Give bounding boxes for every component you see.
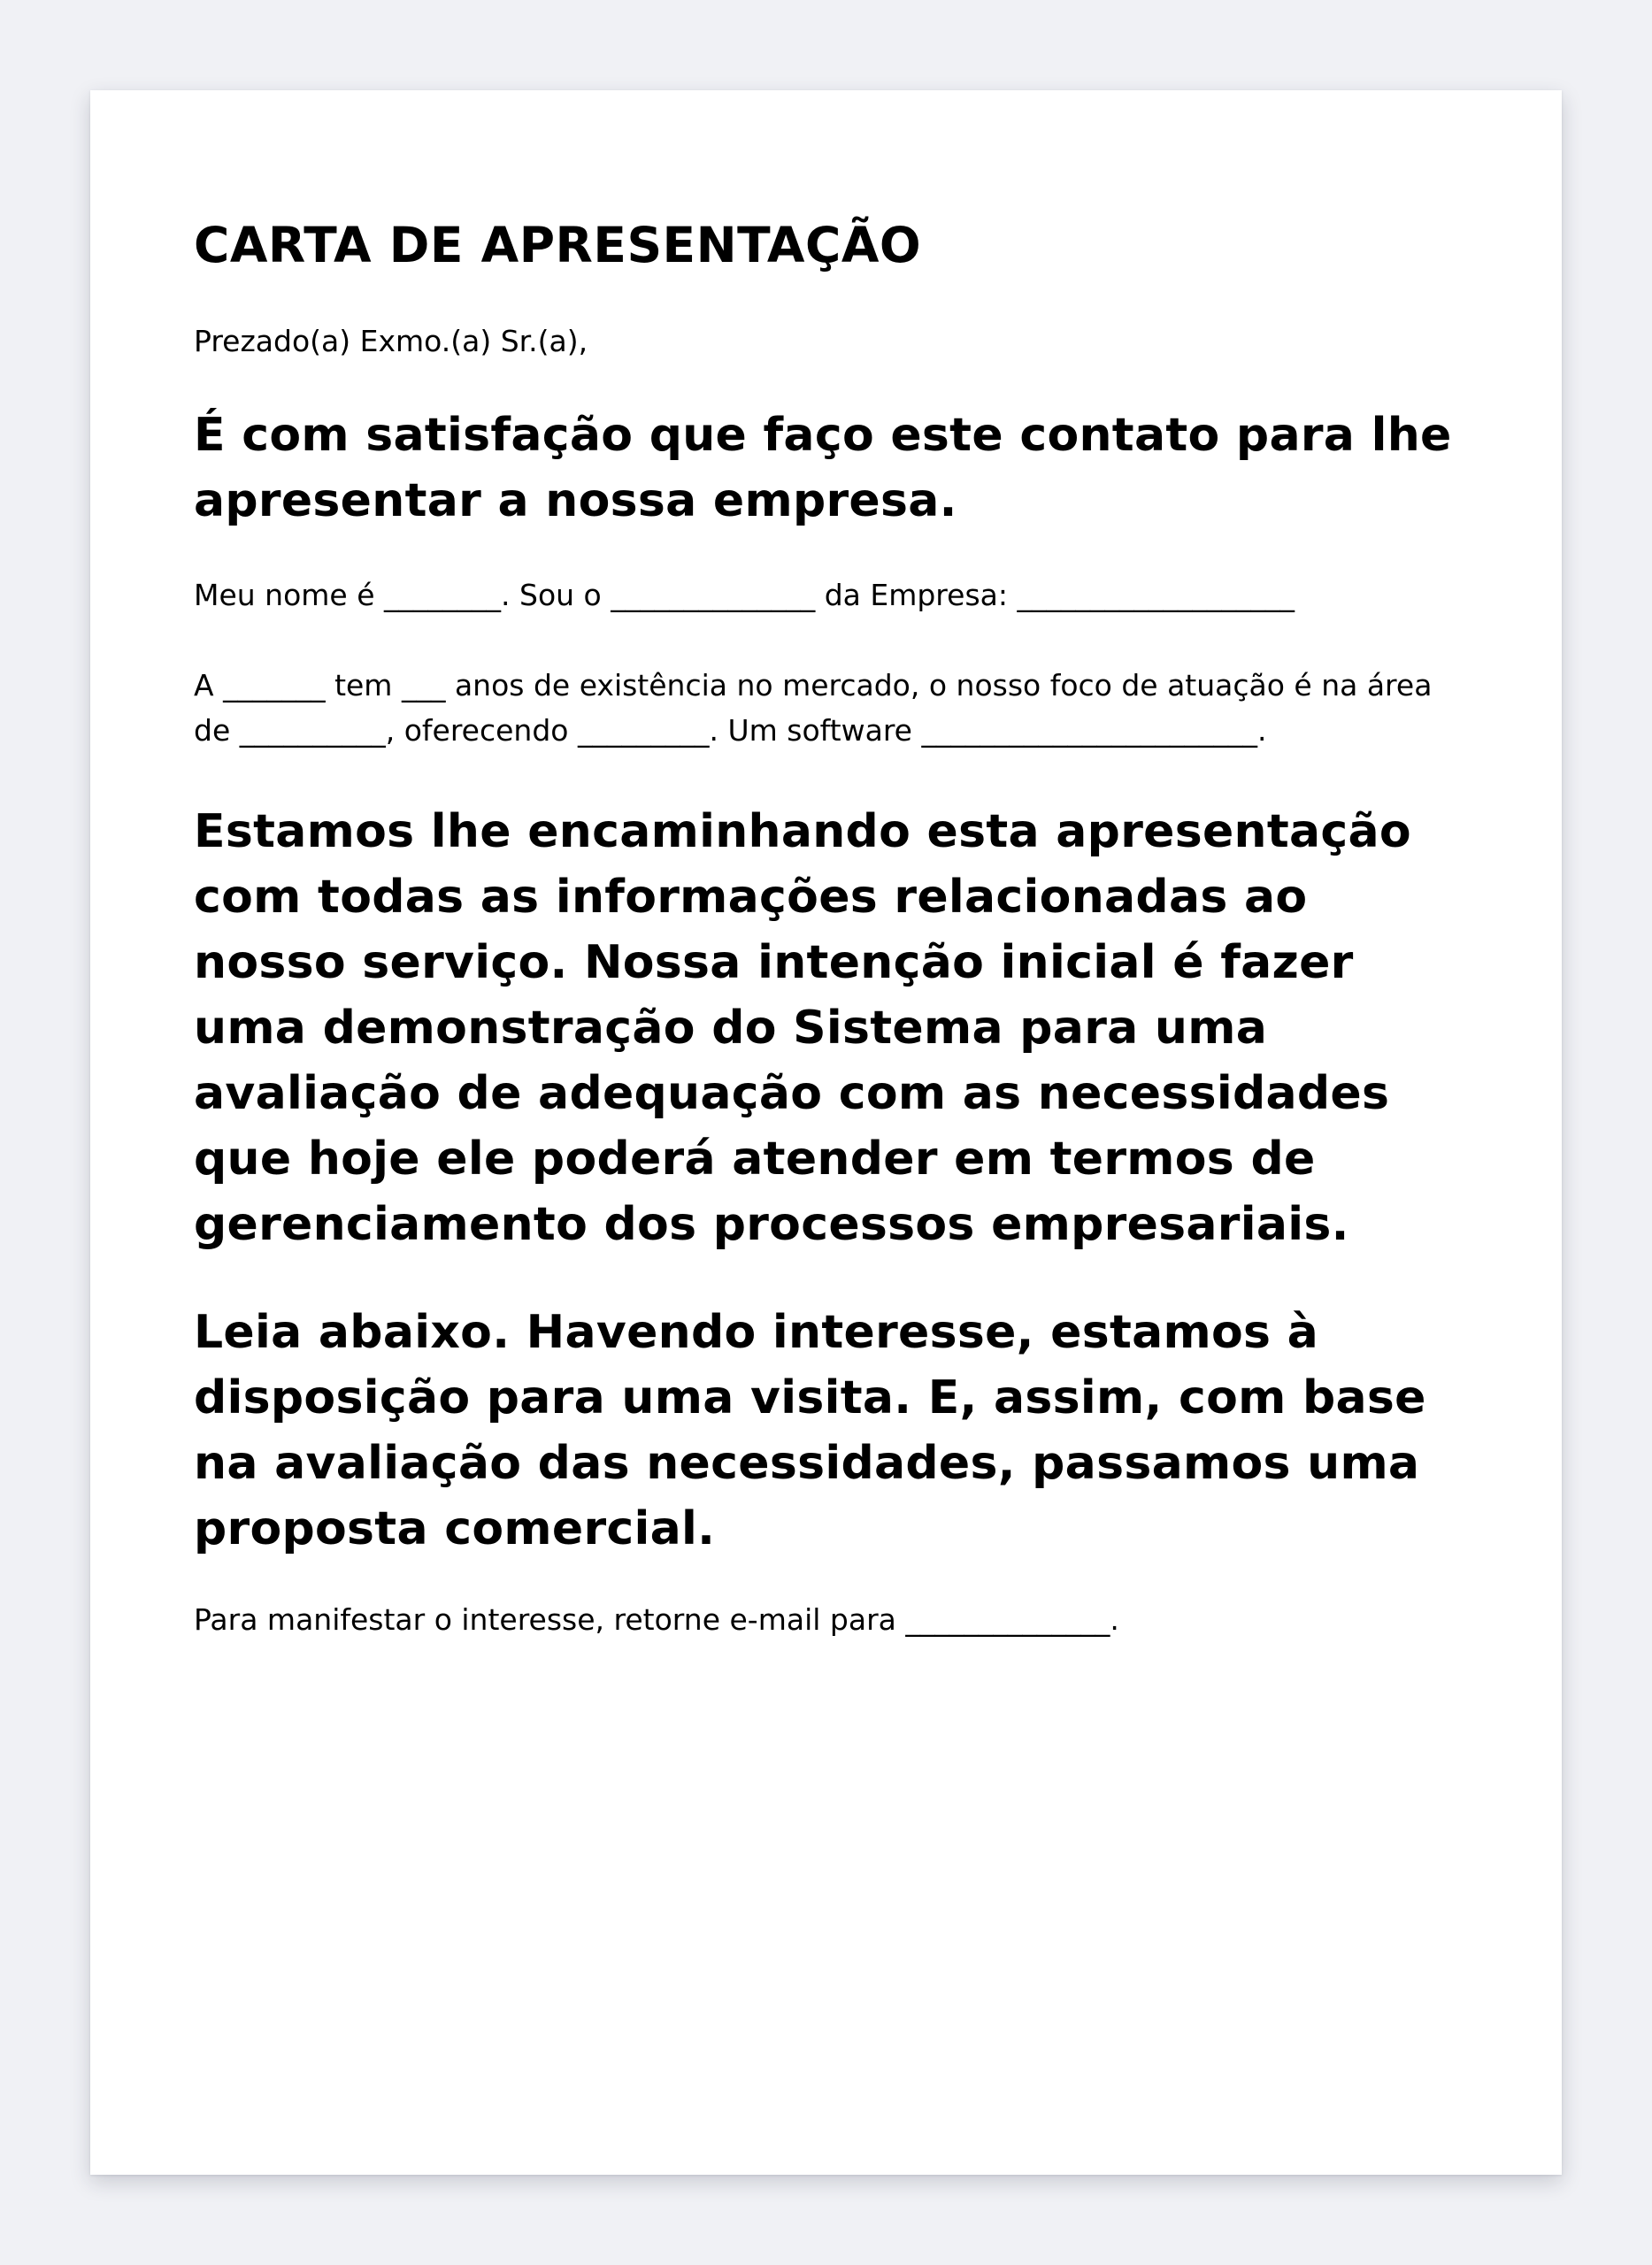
intro-text-2: . Sou o bbox=[501, 578, 611, 612]
blank-company-field[interactable]: ___________________ bbox=[1017, 578, 1295, 612]
blank-name-field[interactable]: ________ bbox=[384, 578, 502, 612]
company-text-5: . Um software bbox=[709, 713, 922, 748]
company-line bbox=[194, 663, 1458, 753]
blank-software-field[interactable]: _______________________ bbox=[921, 713, 1257, 748]
presentation-paragraph: Estamos lhe encaminhando esta apresentação com todas as informações relacionadas ao nosso serviço. Nossa intenção inicial é fazer uma demonstração do Sistema para uma avaliação de adequação com as necessidades que hoje ele poderá atender em termos de gerenciamento dos processos empresariais. bbox=[194, 805, 1411, 1251]
document-page bbox=[90, 90, 1562, 2175]
visit-paragraph: Leia abaixo. Havendo interesse, estamos à disposição para uma visita. E, assim, com base na avaliação das necessidades, passamos uma proposta comercial. bbox=[194, 1306, 1426, 1555]
contact-line bbox=[194, 1597, 1458, 1642]
company-text-3: anos de existência no mercado, o nosso foco de atuação é na área de bbox=[194, 668, 1433, 748]
company-text-6: . bbox=[1256, 713, 1267, 748]
company-text-2: tem bbox=[325, 668, 402, 703]
greeting: Prezado(a) Exmo.(a) Sr.(a), bbox=[194, 324, 588, 358]
blank-company-name-field[interactable]: _______ bbox=[223, 668, 326, 703]
blank-area-field[interactable]: __________ bbox=[239, 713, 386, 748]
blank-years-field[interactable]: ___ bbox=[401, 668, 446, 703]
blank-role-field[interactable]: ______________ bbox=[611, 578, 816, 612]
company-text-1: A bbox=[194, 668, 224, 703]
company-text-4: , oferecendo bbox=[385, 713, 578, 748]
contact-text-1: Para manifestar o interesse, retorne e-mail para bbox=[194, 1602, 906, 1637]
contact-text-2: . bbox=[1110, 1602, 1119, 1637]
lead-paragraph: É com satisfação que faço este contato para lhe apresentar a nossa empresa. bbox=[194, 409, 1452, 527]
document-title: CARTA DE APRESENTAÇÃO bbox=[194, 217, 922, 273]
blank-email-field[interactable]: ______________ bbox=[905, 1602, 1110, 1637]
intro-line bbox=[194, 572, 1458, 618]
intro-text-1: Meu nome é bbox=[194, 578, 385, 612]
blank-offer-field[interactable]: _________ bbox=[577, 713, 710, 748]
intro-text-3: da Empresa: bbox=[815, 578, 1018, 612]
